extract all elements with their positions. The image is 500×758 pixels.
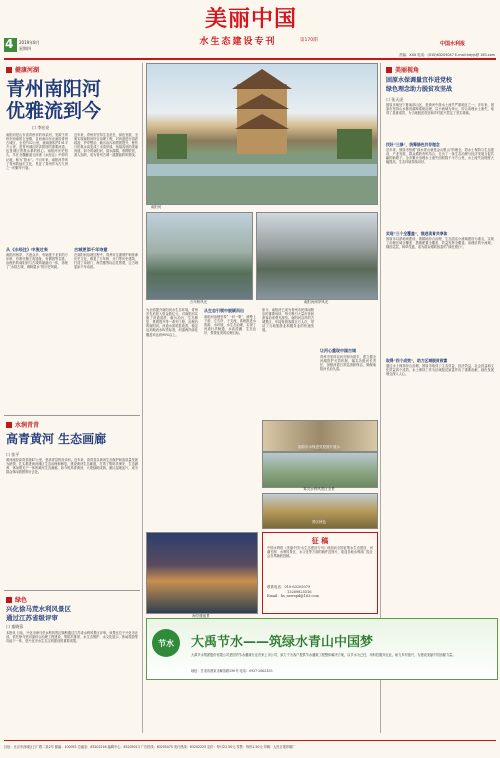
subhead-three-coverage: 实现“三个全覆盖”，推进美育共享体: [386, 231, 448, 236]
article-body: 黄河流经高青县境47公里，是高青县的母亲河。近年来，高青县以黄河生态保护和高质量发展为统领，扎实推进黄河滩区生态治理和修复，建设黄河生态廊道，打造了集防洪保安、生态涵养、休闲观光于一体的黄河生态画廊。如今的高青黄河，大堤绿树成荫，滩区湿地连片，成为群众休闲游憩的好去处。: [6, 458, 138, 475]
phone-1: 010-63205079: [284, 585, 311, 589]
headline-yellow-river: 高青黄河 生态画廊: [6, 432, 107, 446]
notice-contact: [267, 585, 319, 599]
left-article: [4, 63, 140, 413]
section-square-icon: [386, 67, 392, 73]
footer-rule: [4, 740, 496, 741]
photo-scenic-panorama: [262, 452, 378, 488]
center-body-b: 南阳河治理坚持“一河一策”，统筹上下游、左右岸、干支流，系统推进水资源、水环境、水生态治理，实现了河道行洪畅通、水质清澈、生态良好、景观优美的治理目标。: [204, 315, 256, 336]
masthead-brand: 中国水利报: [440, 41, 466, 47]
subhead-ancient-city: 古城更添千年诗意: [74, 247, 108, 252]
right-body-2: 近年来，固原市按照“绿水青山就是金山银山”的理念，将水土保持与生态建设、产业发展、群众增收有机结合，走出了一条生态治理与经济发展互促共赢的新路子。全市累计治理水土流失面积数千平方公里，水土流失治理度大幅提高，生态环境持续向好。: [386, 148, 494, 165]
section-label-green: 绿色: [6, 595, 27, 604]
section-label-beautiful-view: 美丽视角: [386, 65, 419, 74]
masthead: [0, 0, 500, 60]
right-body-4: 通过水土保持综合治理，固原市取得了生态效益、经济效益、社会效益和文化效益四个成效，水土保持工作为区域脱贫致富作出了重要贡献，绿色发展理念深入人心。: [386, 364, 494, 377]
issue-number: 第170期: [300, 38, 318, 43]
photo-caption-top: 南阳河: [150, 205, 162, 209]
ad-body: 大禹节水集团股份有限公司是国内节水灌溉行业首家上市公司，致力于为客户提供节水灌溉工程整体解决方案，以节水为己任，用科技服务农业，助力乡村振兴，为建设美丽中国贡献力量。: [191, 653, 456, 657]
headline-line-1: 兴化徐马荒水利风景区: [6, 605, 71, 613]
byline: 口 童晓蓉: [6, 624, 24, 629]
subhead-river-heart: 让河心重现中国古城: [320, 348, 356, 353]
subhead-three-green: 找好“三绿”，统筹绿色共存理念: [386, 142, 440, 147]
article-body-2: 近年来，青州市坚持生态优先、绿色发展，全面实施南阳河综合治理工程，对河道进行清淤疏浚、护岸整治、截污治污和景观提升，使昔日的臭水沟变成了水清岸绿、鱼翔浅底的美丽河道。如今的南阳河，碧水潺潺，垂柳依依，游人如织，成为青州古城一道靓丽的风景线。: [74, 133, 138, 158]
email-link[interactable]: hs_newspd@163.com: [280, 594, 319, 598]
article-body-1: 南阳河是山东省青州市的母亲河，发源于青州市西南的五里镇，自西南向东北流经青州古城区，全长约32公里，流域面积约191平方公里，是青州城区防洪排涝的重要河道，也是城区景观水系的核心。南阳河历史悠久，早在北魏郦道元所著《水经注》中即有记载，称为“阳水”。千百年来，南阳河孕育了青州的灿烂文化，见证了青州作为古九州之一的繁华兴衰。: [6, 133, 68, 170]
right-body-3: 固原市以淤地坝建设、坡耕地综合治理、生态清洁小流域建设为重点，实现了治理区域全覆盖、措施配置全覆盖、效益发挥全覆盖。治理后的小流域，梯田层层，林草茂盛，成为群众增收致富的“绿色银行”。: [386, 237, 494, 250]
masthead-subtitle: 水生态建设专刊: [199, 37, 277, 47]
left-divider-1: [4, 415, 140, 416]
section-label-water: 水润青青: [6, 420, 39, 429]
call-for-papers-box: [262, 532, 378, 614]
headline-line-1: 青州南阳河: [6, 78, 102, 100]
photo-wannian-bridge: [146, 212, 253, 300]
page-number: 4: [5, 37, 14, 51]
photo-caption-guyuan: 固原市水保进党校图片展示: [298, 445, 340, 449]
headline-line-2: 优雅流到今: [6, 100, 102, 122]
subhead-four-results: 取得“四个成效”，助力区域脱贫致富: [386, 358, 448, 363]
section-square-icon: [6, 67, 12, 73]
center-body-c: 如今，南阳河已成为青州市民休闲娱乐的重要场所，每天吸引大量市民和游客前来观光游览。南阳河沿岸的古城景区，年接待游客数百万人次，带动了当地旅游业和服务业的快速发展。: [262, 308, 314, 333]
left-divider-2: [4, 590, 140, 591]
byline: 口 张天虎: [386, 97, 404, 102]
ad-banner[interactable]: [146, 618, 498, 680]
byline: 口 李宏亮: [32, 125, 50, 130]
photo-caption-1: 万年桥风光: [189, 300, 208, 304]
center-body-d: 青州市坚持以河长制为抓手，建立健全河湖管护长效机制，落实各级河长责任，加强河道日常巡查和保洁，确保南阳河长治久清。: [320, 355, 376, 372]
contact-label: 联系电话：: [267, 585, 285, 589]
left-mid-article: [4, 418, 140, 588]
issue-weekday: 星期四: [19, 46, 31, 51]
column-rule-1: [142, 63, 143, 733]
photo-haidai-tower: [146, 532, 258, 614]
right-article: [384, 63, 496, 538]
notice-body: 中国水利报《美丽中国·水生态建设专刊》现面向全国征集水生态建设、河湖长制、水利风景区、水文化等方面的稿件及图片，欢迎各地水利部门及社会各界踊跃投稿。: [267, 546, 373, 559]
subhead-eco-lead: 从生态引领中脱颖而出: [204, 308, 244, 313]
section-square-icon: [6, 597, 12, 603]
headline-line-2: 通过江苏省级评审: [6, 614, 58, 622]
issue-date: 2019年8月: [19, 40, 40, 45]
notice-title: 征 稿: [311, 536, 329, 545]
subhead-shuijingzhu: 从《水经注》中流过来: [6, 247, 48, 252]
byline: 口 张平: [6, 452, 20, 457]
phone-2: 13269825516: [287, 589, 312, 594]
article-body: 本报讯 日前，兴化市徐马荒水利风景区顺利通过江苏省水利风景区评审。该景区位于兴化市北部，依托徐马荒河道综合治理工程建设，集防洪排涝、水生态保护、水文化展示、休闲旅游等功能于一体，是兴化市水生态文明建设的重要成果。: [6, 631, 138, 644]
photo-caption-autumn: 景区秋色: [312, 520, 326, 524]
headline-line-2: 绿色理念助力脱贫攻坚战: [386, 86, 453, 93]
photo-river-banks: [256, 212, 378, 300]
photo-caption-2: 南阳河两岸风光: [303, 300, 329, 304]
photo-nanyang-river-aerial: [146, 63, 378, 205]
footer-info: 社址：北京市西城区白广路二条2号 邮编：100053 总编室：63202216 编辑中心：63205013 广告热线：63205075 发行热线：63202225 定价：每月22.50元 零售：每份1.50元 印刷：人民日报印刷厂: [4, 745, 296, 749]
article-body-4: 在南阳河治理过程中，青州市注重保护和传承历史文化，修复了万年桥、北门等历史建筑，打造了阜财门、海岱楼等标志性景观，让古城更添千年诗意。: [74, 253, 138, 270]
ad-contact: 地址：甘肃省酒泉市解放路290号 电话：0937-2663155: [191, 669, 273, 673]
headline-line-1: 固原水保调量宜作进党校: [386, 77, 453, 84]
masthead-title: 美丽中国: [204, 7, 297, 32]
section-label-healthy-rivers: 健康河湖: [6, 65, 39, 74]
editor-line: 责编：XXX 电话：(010)63205047 E-mail:hdyjs@ 163.com: [399, 53, 495, 57]
photo-caption-scenic: 雾灵水利风景区全景: [303, 487, 335, 491]
right-body-1: 固原市地处宁夏南部山区，是黄河中游水土流失严重地区之一。多年来，固原市坚持山水林田湖草系统治理，以小流域为单元，综合治理水土流失，取得了显著成效，为当地脱贫攻坚和乡村振兴奠定了坚实基础。: [386, 103, 494, 116]
left-bottom-article: [4, 593, 140, 733]
ad-title: 大禹节水——筑绿水青山中国梦: [191, 635, 374, 650]
photo-caption-3: 海岱楼夜景: [192, 614, 210, 618]
section-square-icon: [6, 422, 12, 428]
pagoda-scene-graphic: [147, 64, 377, 204]
masthead-rule: [4, 58, 496, 60]
article-body-3: 南阳河两岸，古迹众多，有始建于北宋的万年桥，有明代衡王府遗址，有偶园等名胜。治理后的南阳河与古城风貌融为一体，再现了“水绕古城、城映碧水”的历史风貌。: [6, 253, 68, 270]
ad-logo: 节水: [152, 629, 180, 657]
center-body-a: 为全面提升南阳河水生态环境，青州市先后投入资金数亿元，对南阳河实施了河道清淤、截污治污、生态修复、景观提升等一系列工程。治理后的南阳河，河道水质明显改善，稳定达到地表水Ⅳ类标准，河道两岸绿化覆盖率达到90%以上。: [146, 308, 198, 337]
email-label: Email：: [267, 594, 281, 598]
